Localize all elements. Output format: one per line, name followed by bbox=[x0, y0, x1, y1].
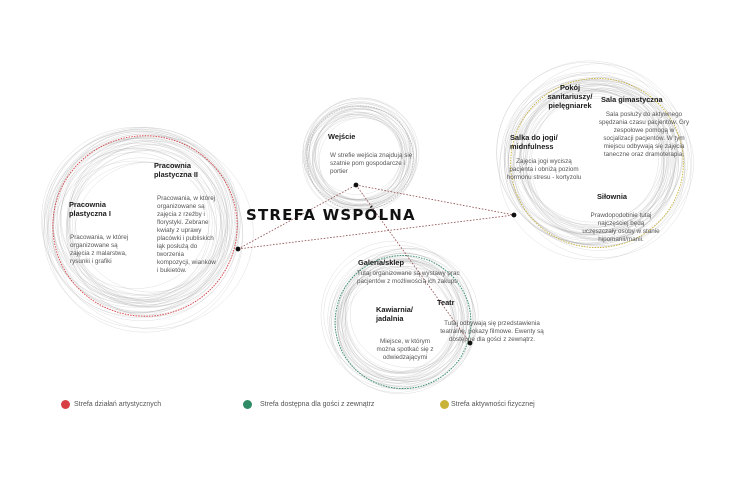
room-desc-silownia: Prawdopodobnie tutaj najczęściej będą uczęszczały osoby w stanie hipomanii/manii. bbox=[582, 212, 660, 243]
legend-dot-yellow bbox=[440, 400, 449, 409]
legend-label-guests: Strefa dostępna dla gości z zewnątrz bbox=[260, 401, 375, 408]
room-desc-pracownia-1: Pracowania, w której organizowane są zajęcia z malarstwa, rysunki i grafiki bbox=[70, 234, 129, 265]
legend-item-guests bbox=[243, 400, 374, 409]
legend-dot-green bbox=[243, 400, 252, 409]
room-desc-teatr: Tutaj odbywają się przedstawienia teatralne, pokazy filmowe. Ewenty są dostępne dla gości z zewnątrz. bbox=[440, 320, 544, 343]
node-entrance bbox=[354, 183, 359, 188]
room-desc-wejscie: W strefie wejścia znajdują się szatnie pom gospodarcze i portier bbox=[330, 152, 413, 175]
room-name-pracownia-1: Pracownia plastyczna I bbox=[69, 200, 111, 218]
room-name-pracownia-2: Pracownia plastyczna II bbox=[154, 161, 198, 179]
legend-item-art bbox=[61, 400, 161, 409]
room-desc-salka-jogi: Zajęcia jogi wyciszą pacjenta i obniżą poziom hormonu stresu - kortyzolu bbox=[506, 158, 582, 181]
room-desc-sala-gimnastyczna: Sala posłuży do aktywnego spędzania czasu pacjentów. Gry zespołowe pomogą w socjalizacji pacjentów. W tym miejscu odbywają się zajęcia taneczne oraz dramoterapia. bbox=[598, 111, 690, 158]
legend-dot-red bbox=[61, 400, 70, 409]
node-fitness bbox=[512, 213, 517, 218]
room-desc-galeria-sklep: Tutaj organizowane są wystawy prac pacjentów z możliwością ich zakupu bbox=[357, 270, 460, 285]
main-title: STREFA WSPÓLNA bbox=[246, 206, 416, 224]
room-name-teatr: Teatr bbox=[437, 298, 455, 307]
room-name-sala-gimnastyczna: Sala gimastyczna bbox=[601, 95, 663, 104]
node-art bbox=[236, 247, 241, 252]
room-name-kawiarnia-jadalnia: Kawiarnia/ jadalnia bbox=[376, 305, 413, 323]
room-name-salka-jogi: Salka do jogi/ midnfulness bbox=[510, 133, 558, 151]
legend-item-fitness bbox=[440, 400, 535, 409]
legend-label-fitness: Strefa aktywności fizycznej bbox=[451, 401, 535, 408]
room-name-wejscie: Wejście bbox=[328, 132, 356, 141]
room-name-galeria-sklep: Galeria/sklep bbox=[358, 258, 405, 267]
legend-label-art: Strefa działań artystycznych bbox=[74, 401, 162, 408]
room-desc-pracownia-2: Pracowania, w której organizowane są zajęcia z rzeźby i florystyki. Zebrane kwiaty z uprawy placówki i publiskich łąk posłużą do tworzenia kompozycji, wianków i bukietów. bbox=[157, 195, 216, 274]
room-desc-kawiarnia-jadalnia: Miejsce, w którym można spotkać się z odwiedzającymi bbox=[376, 338, 434, 361]
art-zone-circle bbox=[41, 127, 253, 332]
room-name-pokoj-sanitariuszy: Pokój sanitariuszy/ pielęgniarek bbox=[547, 83, 593, 110]
room-name-silownia: Siłownia bbox=[597, 192, 627, 201]
